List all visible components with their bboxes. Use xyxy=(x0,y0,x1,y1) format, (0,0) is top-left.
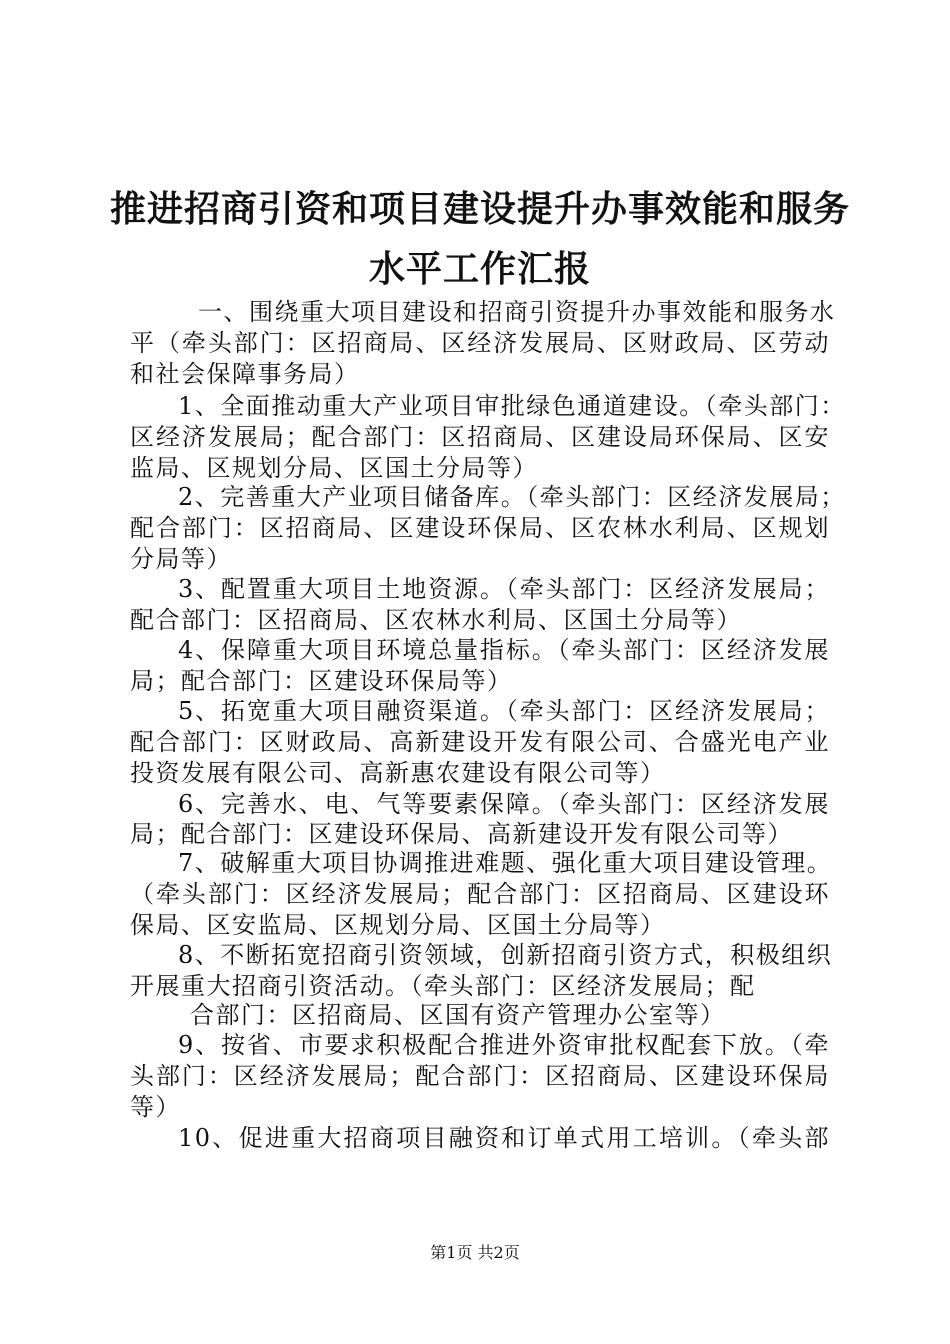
page-number-footer: 第1页 共2页 xyxy=(430,1243,520,1262)
body-line: 配合部门：区招商局、区农林水利局、区国土分局等） xyxy=(130,606,742,634)
body-line: 局；配合部门：区建设环保局、高新建设开发有限公司等） xyxy=(130,820,793,848)
body-line: 7、破解重大项目协调推进难题、强化重大项目建设管理。 xyxy=(178,849,833,877)
body-line: 2、完善重大产业项目储备库。（牵头部门：区经济发展局； xyxy=(178,483,846,511)
body-line: 合部门：区招商局、区国有资产管理办公室等） xyxy=(190,1001,726,1029)
body-line: 投资发展有限公司、高新惠农建设有限公司等） xyxy=(130,759,666,787)
body-line: （牵头部门：区经济发展局；配合部门：区招商局、区建设环 xyxy=(130,880,830,908)
body-line: 配合部门：区财政局、高新建设开发有限公司、合盛光电产业 xyxy=(130,728,830,756)
body-line: 等） xyxy=(130,1093,181,1121)
body-line: 3、配置重大项目土地资源。（牵头部门：区经济发展局； xyxy=(178,575,830,603)
body-line: 区经济发展局；配合部门：区招商局、区建设局环保局、区安 xyxy=(130,423,830,451)
body-line: 5、拓宽重大项目融资渠道。（牵头部门：区经济发展局； xyxy=(178,697,830,725)
body-line: 9、按省、市要求积极配合推进外资审批权配套下放。（牵 xyxy=(178,1031,830,1059)
body-line: 1、全面推动重大产业项目审批绿色通道建设。（牵头部门： xyxy=(178,392,846,420)
document-title-line-2: 水平工作汇报 xyxy=(368,249,591,290)
body-line: 保局、区安监局、区规划分局、区国土分局等） xyxy=(130,911,666,939)
body-line: 配合部门：区招商局、区建设环保局、区农林水利局、区规划 xyxy=(130,514,830,542)
body-line: 平（牵头部门：区招商局、区经济发展局、区财政局、区劳动 xyxy=(130,329,830,357)
body-line: 监局、区规划分局、区国土分局等） xyxy=(130,454,538,482)
body-line: 一、围绕重大项目建设和招商引资提升办事效能和服务水 xyxy=(198,298,836,326)
body-line: 4、保障重大项目环境总量指标。（牵头部门：区经济发展 xyxy=(178,636,830,664)
body-line: 局；配合部门：区建设环保局等） xyxy=(130,667,513,695)
body-line: 6、完善水、电、气等要素保障。（牵头部门：区经济发展 xyxy=(178,790,830,818)
body-line: 8、不断拓宽招商引资领域，创新招商引资方式，积极组织 xyxy=(178,941,833,969)
body-line: 开展重大招商引资活动。（牵头部门：区经济发展局；配 xyxy=(130,972,756,1000)
body-line: 分局等） xyxy=(130,545,232,573)
body-line: 10、促进重大招商项目融资和订单式用工培训。（牵头部 xyxy=(178,1124,830,1152)
document-title-line-1: 推进招商引资和项目建设提升办事效能和服务 xyxy=(109,189,850,230)
body-line: 头部门：区经济发展局；配合部门：区招商局、区建设环保局 xyxy=(130,1062,830,1090)
body-line: 和社会保障事务局） xyxy=(130,360,360,388)
